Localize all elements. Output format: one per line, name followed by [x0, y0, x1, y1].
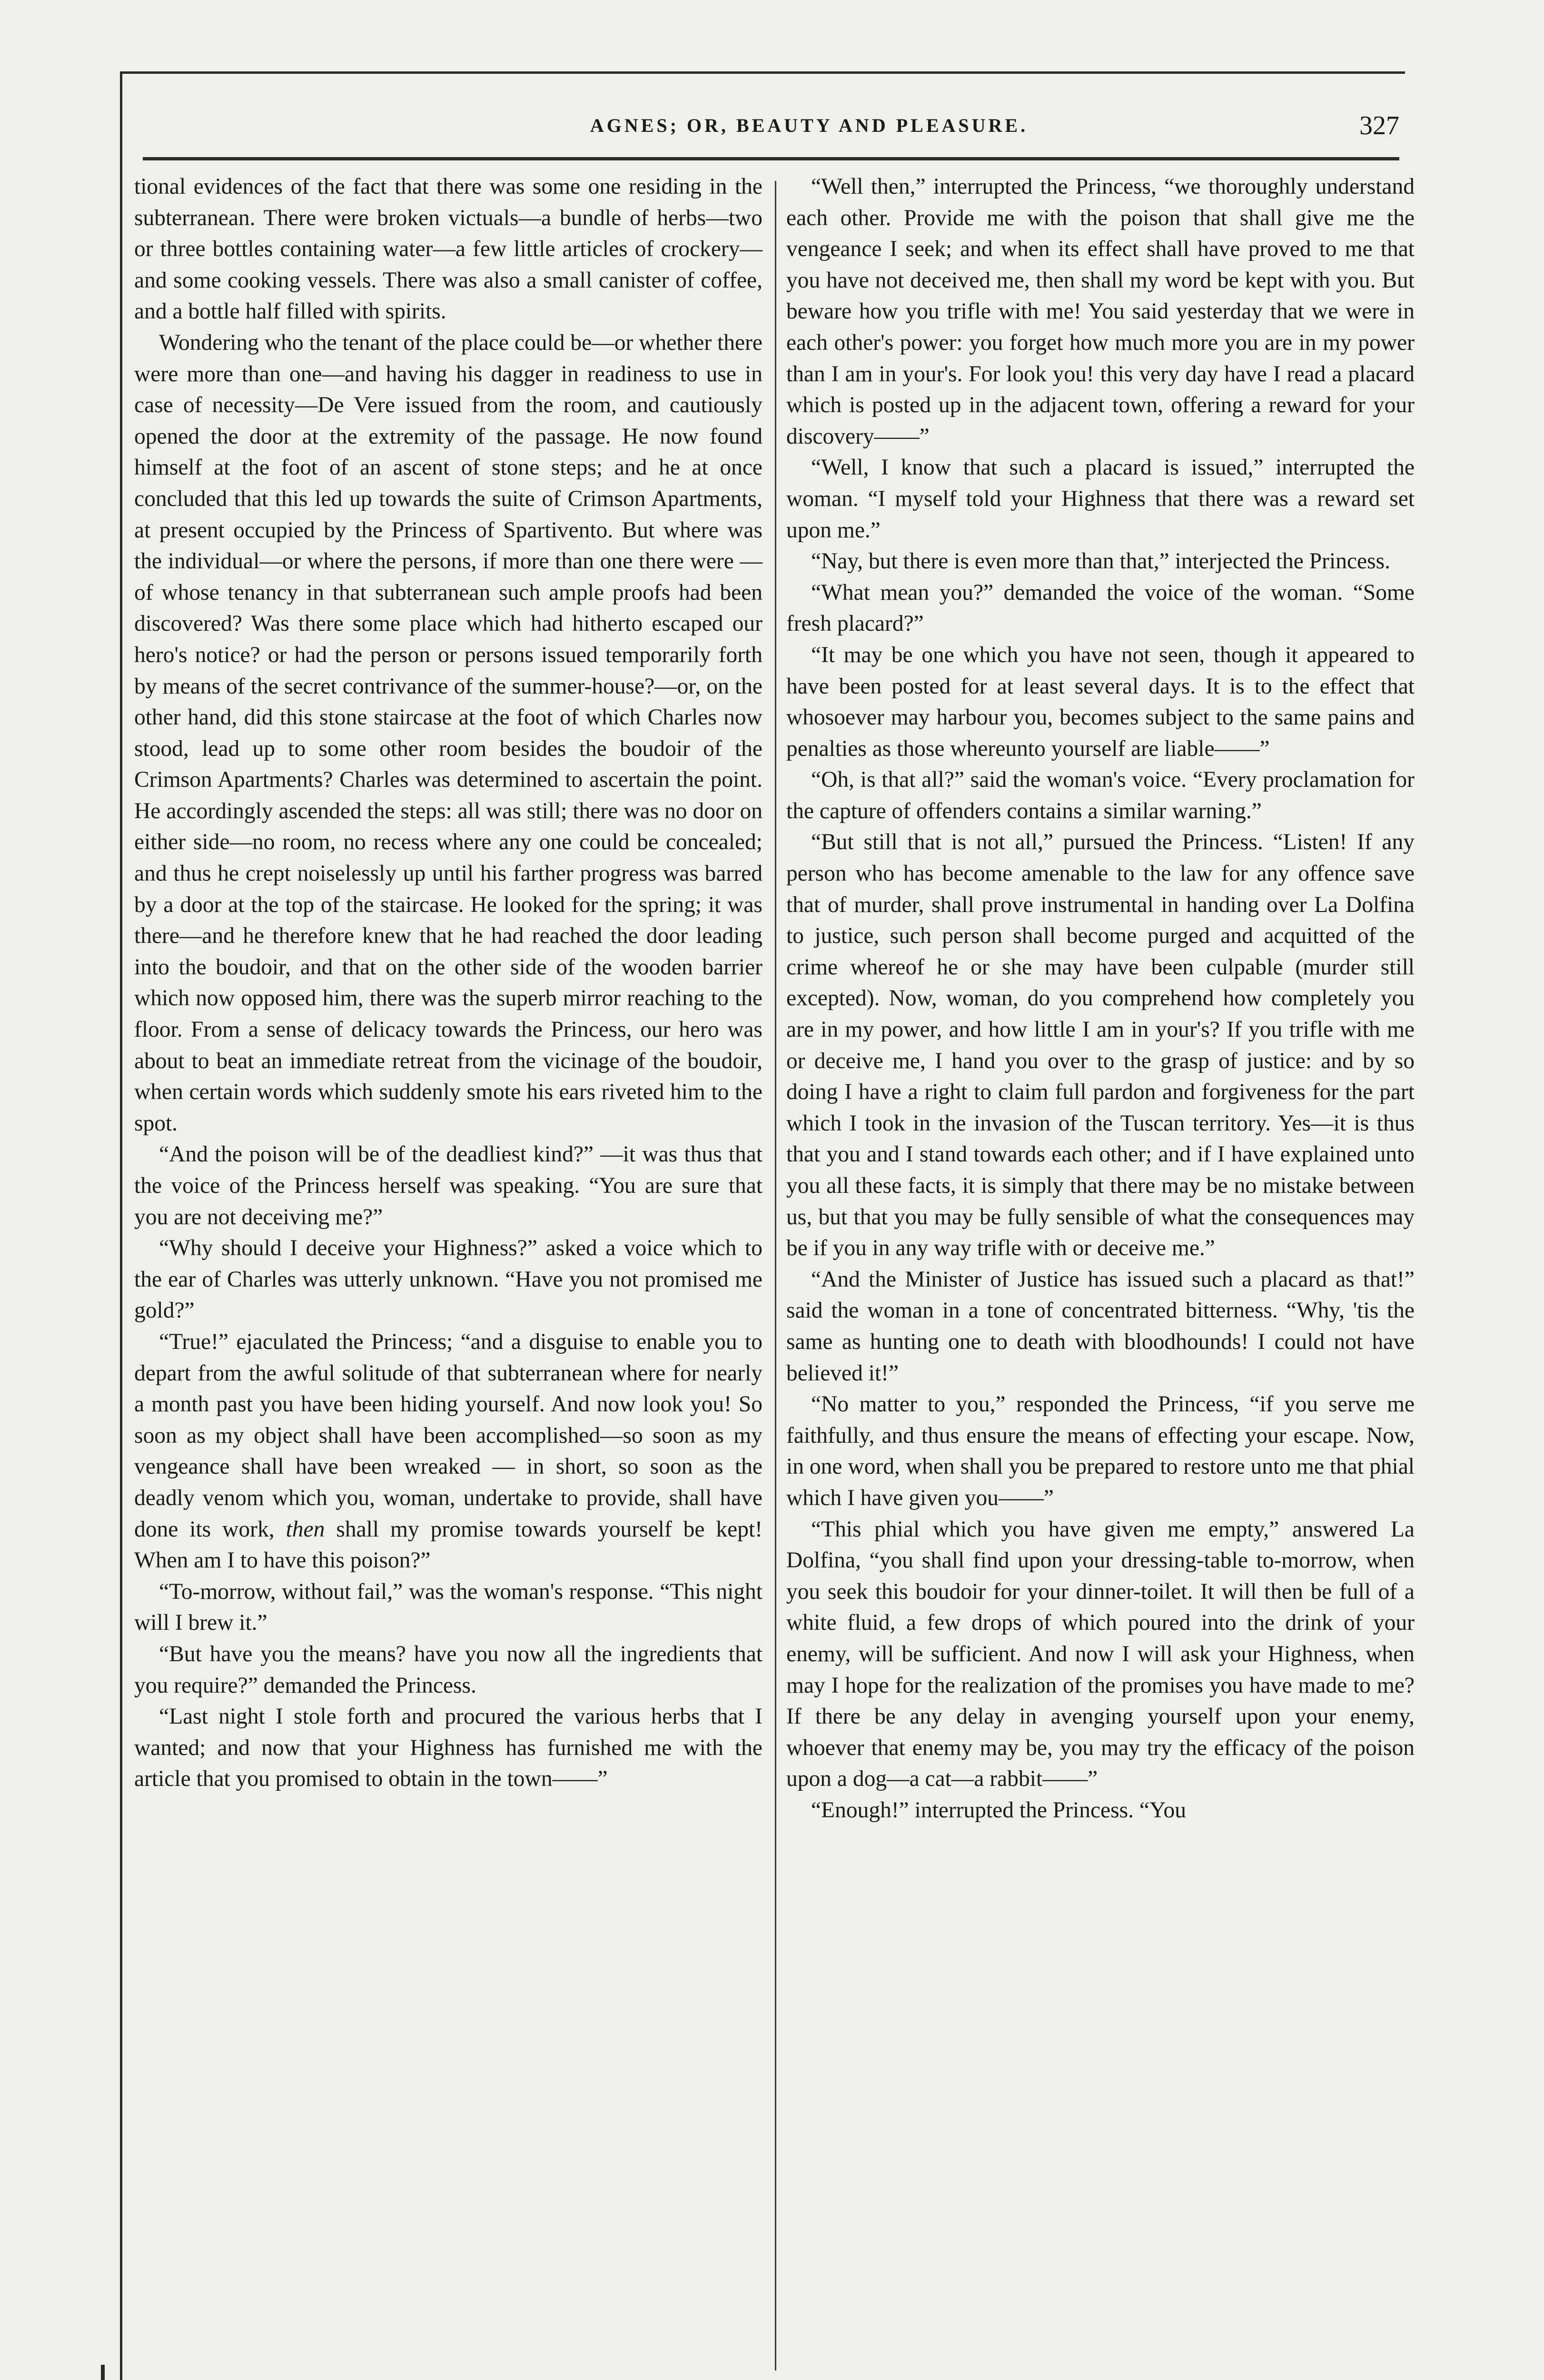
paragraph: “Last night I stole forth and procured the various herbs that I wanted; and now that your Highness has furnished me with the article that you promised to obtain in the town——”	[134, 1704, 762, 1792]
column-divider	[775, 181, 776, 2370]
paragraph-text: shall my promise towards yourself be kept! When am I to have this poison?”	[134, 1517, 762, 1573]
paragraph: “Nay, but there is even more than that,” interjected the Princess.	[811, 549, 1390, 574]
paragraph: tional evidences of the fact that there was some one residing in the subterranean. There were broken victuals—a bundle of herbs—two or three bottles containing water—a few little articles of crockery—and some cooking vessels. There was also a small canister of coffee, and a bottle half filled with spirits.	[134, 174, 762, 324]
paragraph: “This phial which you have given me empty,” answered La Dolfina, “you shall find upon your dressing-table to-morrow, when you seek this boudoir for your dinner-toilet. It will then be full of a white fluid, a few drops of which poured into the drink of your enemy, will be sufficient. And now I will ask your Highness, when may I hope for the realization of the promises you have made to me? If there be any delay in avenging yourself upon your enemy, whoever that enemy may be, you may try the efficacy of the poison upon a dog—a cat—a rabbit——”	[786, 1517, 1415, 1792]
margin-mark	[101, 2365, 105, 2380]
paragraph: “Enough!” interrupted the Princess. “You	[811, 1797, 1186, 1823]
paragraph: “Well then,” interrupted the Princess, “we thoroughly understand each other. Provide me with the poison that shall give me the vengeance I seek; and when its effect shall have proved to me that you have not deceived me, then shall my word be kept with you. But beware how you trifle with me! You said yesterday that we were in each other's power: you forget how much more you are in my power than I am in your's. For look you! this very day have I read a placard which is posted up in the adjacent town, offering a reward for your discovery——”	[786, 174, 1415, 449]
paragraph: “What mean you?” demanded the voice of the woman. “Some fresh placard?”	[786, 580, 1415, 636]
header-rule	[143, 157, 1399, 160]
paragraph: “Oh, is that all?” said the woman's voice. “Every proclamation for the capture of offenders contains a similar warning.”	[786, 767, 1415, 823]
paragraph: “And the poison will be of the deadliest kind?” —it was thus that the voice of the Princess herself was speaking. “You are sure that you are not deceiving me?”	[134, 1142, 762, 1230]
emphasis: then	[286, 1517, 325, 1542]
paragraph: “No matter to you,” responded the Princess, “if you serve me faithfully, and thus ensure the means of effecting your escape. Now, in one word, when shall you be prepared to restore unto me that phial which I have given you——”	[786, 1392, 1415, 1510]
paragraph	[134, 1327, 762, 1577]
paragraph: Wondering who the tenant of the place could be—or whether there were more than one—and having his dagger in readiness to use in case of necessity—De Vere issued from the room, and cautiously opened the door at the extremity of the passage. He now found himself at the foot of an ascent of stone steps; and he at once concluded that this led up towards the suite of Crimson Apartments, at present occupied by the Princess of Spartivento. But where was the individual—or where the persons, if more than one there were —of whose tenancy in that subterranean such ample proofs had been discovered? Was there some place which had hitherto escaped our hero's notice? or had the person or persons issued temporarily forth by means of the secret contrivance of the summer-house?—or, on the other hand, did this stone staircase at the foot of which Charles now stood, lead up to some other room besides the boudoir of the Crimson Apartments? Charles was determined to ascertain the point. He accordingly ascended the steps: all was still; there was no door on either side—no room, no recess where any one could be concealed; and thus he crept noiselessly up until his farther progress was barred by a door at the top of the staircase. He looked for the spring; it was there—and he therefore knew that he had reached the door leading into the boudoir, and that on the other side of the wooden barrier which now opposed him, there was the superb mirror reaching to the floor. From a sense of delicacy towards the Princess, our hero was about to beat an immediate retreat from the vicinage of the boudoir, when certain words which suddenly smote his ears riveted him to the spot.	[134, 330, 762, 1136]
page-frame-left-rule	[120, 71, 122, 2380]
paragraph: “And the Minister of Justice has issued such a placard as that!” said the woman in a tone of concentrated bitterness. “Why, 'tis the same as hunting one to death with bloodhounds! I could not have believed it!”	[786, 1267, 1415, 1386]
paragraph: “But have you the means? have you now all the ingredients that you require?” demanded the Princess.	[134, 1641, 762, 1698]
paragraph: “To-morrow, without fail,” was the woman's response. “This night will I brew it.”	[134, 1579, 762, 1636]
paragraph: “Well, I know that such a placard is issued,” interrupted the woman. “I myself told your Highness that there was a reward set upon me.”	[786, 455, 1415, 543]
paragraph: “Why should I deceive your Highness?” asked a voice which to the ear of Charles was utterly unknown. “Have you not promised me gold?”	[134, 1236, 762, 1323]
left-column	[134, 171, 762, 1795]
paragraph: “But still that is not all,” pursued the Princess. “Listen! If any person who has become amenable to the law for any offence save that of murder, shall prove instrumental in handing over La Dolfina to justice, such person shall become purged and acquitted of the crime whereof he or she may have been culpable (murder still excepted). Now, woman, do you comprehend how completely you are in my power, and how little I am in your's? If you trifle with me or deceive me, I hand you over to the grasp of justice: and by so doing I have a right to claim full pardon and forgiveness for the part which I took in the invasion of the Tuscan territory. Yes—it is thus that you and I stand towards each other; and if I have explained unto you all these facts, it is simply that there may be no mistake between us, but that you may be fully sensible of what the consequences may be if you in any way trifle with or deceive me.”	[786, 830, 1415, 1261]
paragraph-text: “True!” ejaculated the Princess; “and a disguise to enable you to depart from the awful solitude of that subterranean where for nearly a month past you have been hiding yourself. And now look you! So soon as my object shall have been accomplished—so soon as my vengeance shall have been wreaked — in short, so soon as the deadly venom which you, woman, undertake to provide, shall have done its work,	[134, 1329, 762, 1542]
page-number: 327	[1359, 111, 1399, 140]
page-frame-top-rule	[120, 71, 1405, 74]
running-title: AGNES; OR, BEAUTY AND PLEASURE.	[590, 115, 1029, 136]
paragraph: “It may be one which you have not seen, though it appeared to have been posted for at least several days. It is to the effect that whosoever may harbour you, becomes subject to the same pains and penalties as those whereunto yourself are liable——”	[786, 642, 1415, 761]
right-column	[786, 171, 1415, 1826]
